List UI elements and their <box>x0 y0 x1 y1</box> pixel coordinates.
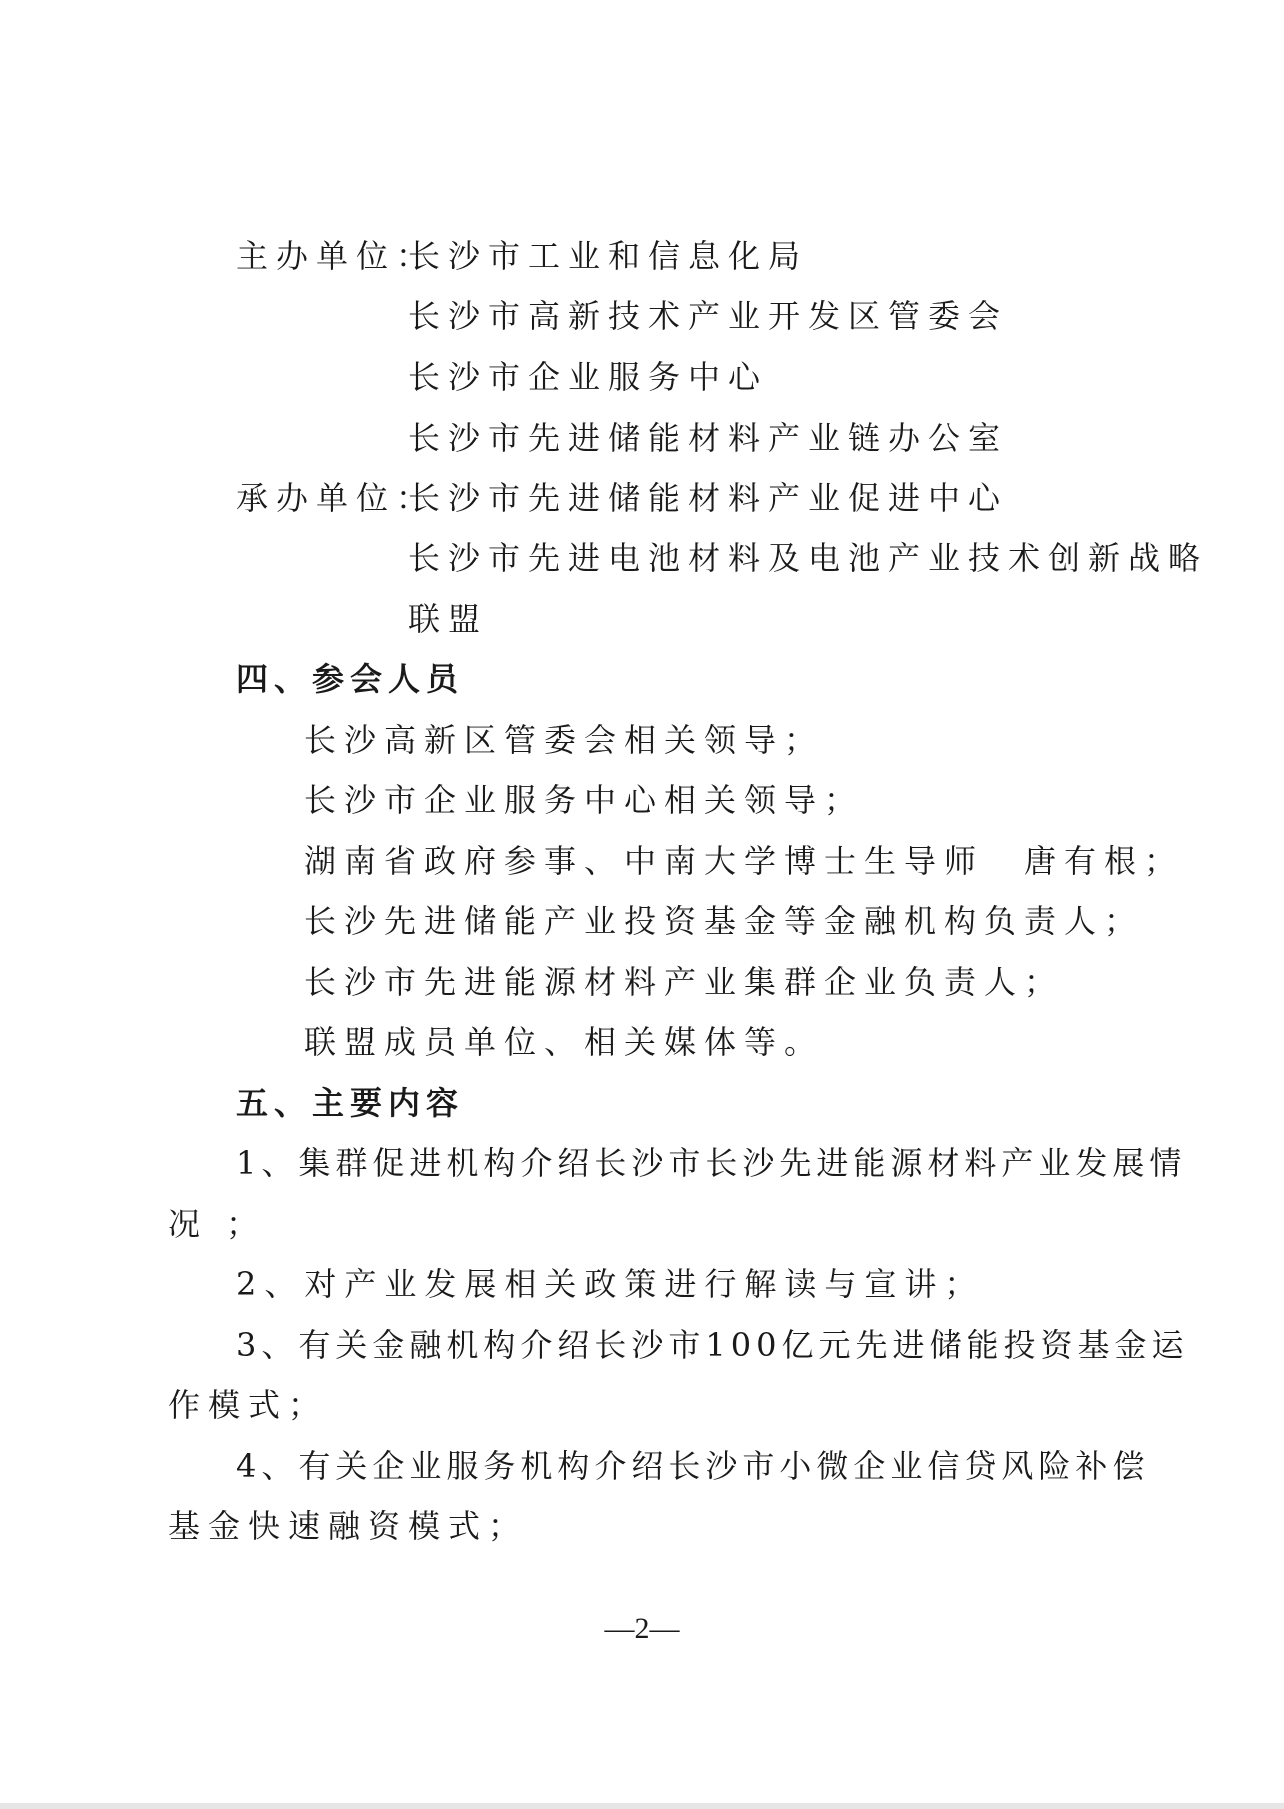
attendee-item: 长沙高新区管委会相关领导； <box>304 721 825 759</box>
attendee-item: 湖南省政府参事、中南大学博士生导师 唐有根； <box>304 842 1185 880</box>
host-item: 长沙市先进储能材料产业链办公室 <box>408 419 1009 457</box>
co-item: 联盟 <box>408 600 489 638</box>
content-item-line: 基金快速融资模式； <box>168 1507 529 1545</box>
host-item: 长沙市工业和信息化局 <box>408 237 809 275</box>
content-item-line: 1、集群促进机构介绍长沙市长沙先进能源材料产业发展情 <box>236 1144 1187 1182</box>
section-heading: 五、主要内容 <box>236 1084 465 1122</box>
page-number: —2— <box>604 1612 680 1645</box>
attendee-item: 长沙市企业服务中心相关领导； <box>304 781 865 819</box>
attendee-item: 长沙市先进能源材料产业集群企业负责人； <box>304 963 1065 1001</box>
host-label: 主办单位： <box>236 237 437 275</box>
attendee-item: 长沙先进储能产业投资基金等金融机构负责人； <box>304 902 1145 940</box>
content-item-line: 作模式； <box>168 1386 329 1424</box>
attendee-item: 联盟成员单位、相关媒体等。 <box>304 1023 825 1061</box>
section-heading: 四、参会人员 <box>236 660 465 698</box>
host-item: 长沙市高新技术产业开发区管委会 <box>408 297 1009 335</box>
co-label: 承办单位： <box>236 479 437 517</box>
content-item-line: 3、有关金融机构介绍长沙市100亿元先进储能投资基金运 <box>236 1326 1189 1364</box>
page-edge <box>0 1803 1284 1809</box>
co-item: 长沙市先进储能材料产业促进中心 <box>408 479 1009 517</box>
host-item: 长沙市企业服务中心 <box>408 358 769 396</box>
content-item-line: 4、有关企业服务机构介绍长沙市小微企业信贷风险补偿 <box>236 1447 1150 1485</box>
content-item-line: 况 ； <box>168 1205 267 1243</box>
co-item: 长沙市先进电池材料及电池产业技术创新战略 <box>408 539 1209 577</box>
content-item-line: 2、对产业发展相关政策进行解读与宣讲； <box>236 1265 985 1303</box>
